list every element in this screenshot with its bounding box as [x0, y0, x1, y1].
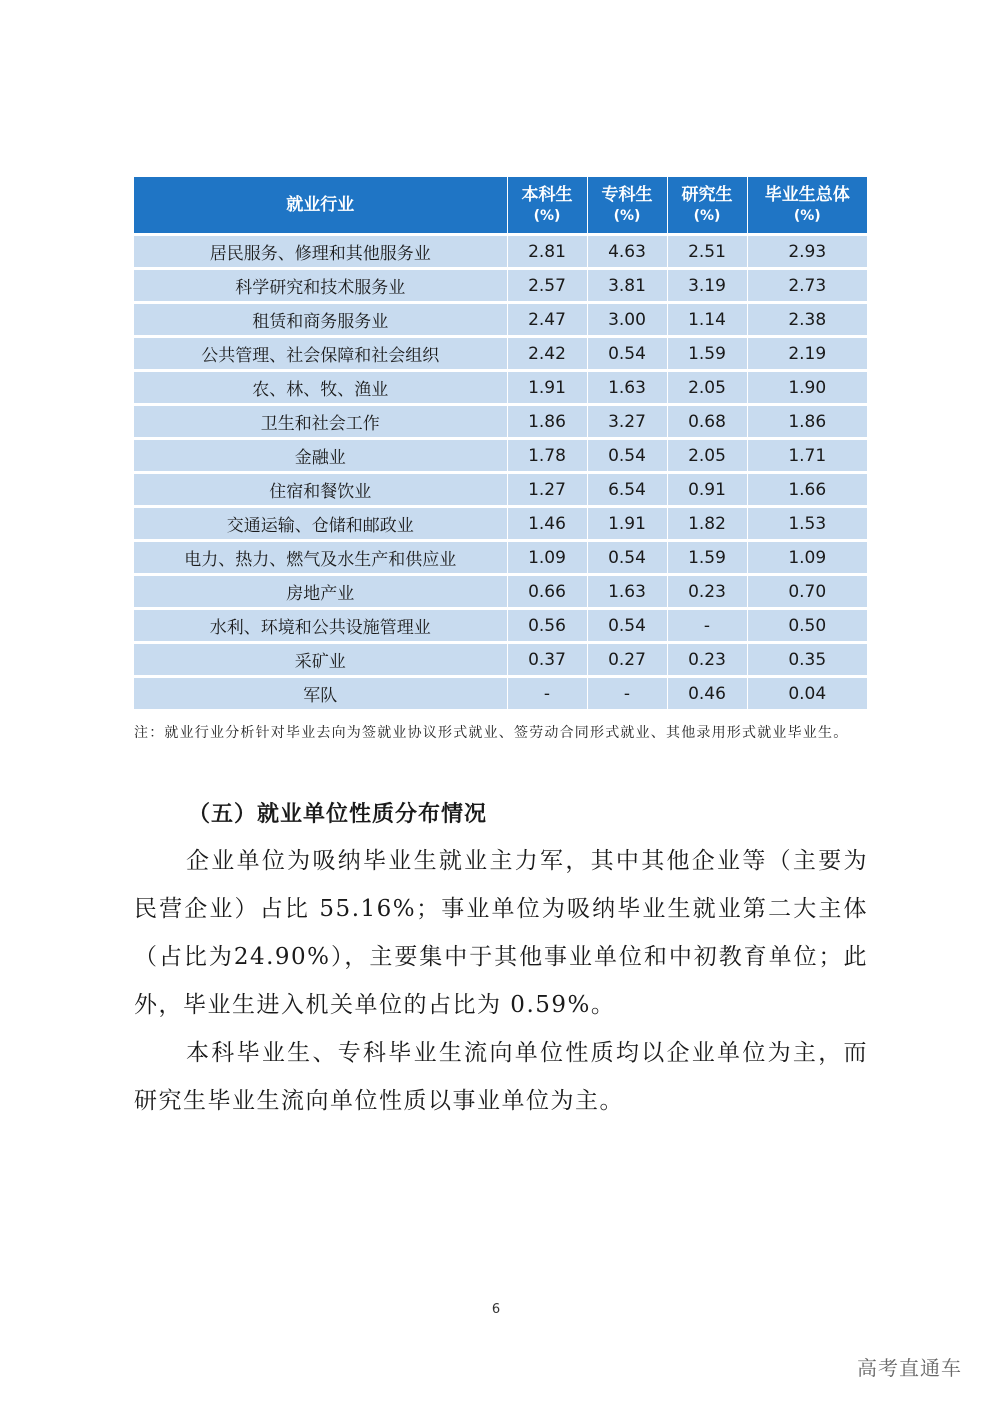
- table-row: [134, 609, 867, 643]
- percentage-cell: 0.50: [747, 609, 867, 643]
- header-industry: [134, 177, 507, 235]
- industry-name-cell: 金融业: [134, 439, 507, 473]
- header-label: 毕业生总体: [764, 185, 850, 205]
- percentage-cell: 1.86: [747, 405, 867, 439]
- header-unit: (%): [613, 208, 641, 224]
- percentage-cell: 3.81: [587, 269, 667, 303]
- header-junior-college: [587, 177, 667, 235]
- percentage-cell: 0.54: [587, 609, 667, 643]
- percentage-cell: 0.54: [587, 439, 667, 473]
- industry-name-cell: 军队: [134, 677, 507, 710]
- table-header-row: [134, 177, 867, 235]
- percentage-cell: 1.91: [587, 507, 667, 541]
- table-row: [134, 473, 867, 507]
- table-row: [134, 507, 867, 541]
- header-overall: [747, 177, 867, 235]
- table-note: 注：就业行业分析针对毕业去向为签就业协议形式就业、签劳动合同形式就业、其他录用形式就业毕业生。: [134, 725, 849, 741]
- table-row: [134, 269, 867, 303]
- header-label: 研究生: [681, 185, 733, 205]
- percentage-cell: 1.82: [667, 507, 747, 541]
- table-row: [134, 337, 867, 371]
- percentage-cell: 1.71: [747, 439, 867, 473]
- page-number: 6: [491, 1302, 501, 1317]
- percentage-cell: 1.14: [667, 303, 747, 337]
- percentage-cell: 0.46: [667, 677, 747, 710]
- percentage-cell: 0.37: [507, 643, 587, 677]
- header-undergraduate: [507, 177, 587, 235]
- percentage-cell: 1.59: [667, 541, 747, 575]
- industry-name-cell: 科学研究和技术服务业: [134, 269, 507, 303]
- industry-name-cell: 房地产业: [134, 575, 507, 609]
- industry-name-cell: 居民服务、修理和其他服务业: [134, 235, 507, 269]
- percentage-cell: 1.63: [587, 575, 667, 609]
- industry-name-cell: 水利、环境和公共设施管理业: [134, 609, 507, 643]
- header-unit: (%): [533, 208, 561, 224]
- percentage-cell: 0.27: [587, 643, 667, 677]
- percentage-cell: 1.91: [507, 371, 587, 405]
- body-paragraph: 本科毕业生、专科毕业生流向单位性质均以企业单位为主，而研究生毕业生流向单位性质以事业单位为主。: [134, 1040, 868, 1114]
- table-row: [134, 643, 867, 677]
- table-row: [134, 677, 867, 710]
- header-postgraduate: [667, 177, 747, 235]
- percentage-cell: 2.05: [667, 439, 747, 473]
- table-body: [134, 235, 867, 710]
- percentage-cell: 6.54: [587, 473, 667, 507]
- table-row: [134, 439, 867, 473]
- percentage-cell: 0.04: [747, 677, 867, 710]
- percentage-cell: 0.35: [747, 643, 867, 677]
- percentage-cell: 2.05: [667, 371, 747, 405]
- percentage-cell: 3.27: [587, 405, 667, 439]
- body-paragraph: 企业单位为吸纳毕业生就业主力军，其中其他企业等（主要为民营企业）占比 55.16%；事业单位为吸纳毕业生就业第二大主体（占比为24.90%），主要集中于其他事业单位和中初教育单位；此外，毕业生进入机关单位的占比为 0.59%。: [134, 848, 868, 1018]
- header-label: 本科生: [521, 185, 573, 205]
- percentage-cell: 1.86: [507, 405, 587, 439]
- percentage-cell: 0.54: [587, 337, 667, 371]
- percentage-cell: 0.56: [507, 609, 587, 643]
- industry-name-cell: 电力、热力、燃气及水生产和供应业: [134, 541, 507, 575]
- percentage-cell: 1.63: [587, 371, 667, 405]
- percentage-cell: 1.53: [747, 507, 867, 541]
- industry-table: [134, 177, 867, 709]
- industry-name-cell: 公共管理、社会保障和社会组织: [134, 337, 507, 371]
- industry-name-cell: 交通运输、仓储和邮政业: [134, 507, 507, 541]
- percentage-cell: 3.19: [667, 269, 747, 303]
- percentage-cell: 2.81: [507, 235, 587, 269]
- percentage-cell: 2.93: [747, 235, 867, 269]
- watermark: 高考直通车: [857, 1356, 962, 1380]
- header-label: 就业行业: [286, 195, 355, 215]
- percentage-cell: 1.66: [747, 473, 867, 507]
- industry-name-cell: 采矿业: [134, 643, 507, 677]
- percentage-cell: 1.09: [747, 541, 867, 575]
- industry-name-cell: 农、林、牧、渔业: [134, 371, 507, 405]
- percentage-cell: 4.63: [587, 235, 667, 269]
- table-row: [134, 405, 867, 439]
- percentage-cell: 1.09: [507, 541, 587, 575]
- percentage-cell: 2.57: [507, 269, 587, 303]
- percentage-cell: 0.66: [507, 575, 587, 609]
- percentage-cell: 1.27: [507, 473, 587, 507]
- percentage-cell: 1.46: [507, 507, 587, 541]
- percentage-cell: 1.59: [667, 337, 747, 371]
- table-row: [134, 235, 867, 269]
- industry-table-container: [134, 177, 867, 709]
- percentage-cell: 0.70: [747, 575, 867, 609]
- percentage-cell: 1.90: [747, 371, 867, 405]
- percentage-cell: 0.23: [667, 575, 747, 609]
- table-row: [134, 371, 867, 405]
- percentage-cell: -: [587, 677, 667, 710]
- header-label: 专科生: [601, 185, 653, 205]
- percentage-cell: 0.54: [587, 541, 667, 575]
- percentage-cell: 0.91: [667, 473, 747, 507]
- percentage-cell: 0.23: [667, 643, 747, 677]
- table-row: [134, 303, 867, 337]
- industry-name-cell: 住宿和餐饮业: [134, 473, 507, 507]
- industry-name-cell: 租赁和商务服务业: [134, 303, 507, 337]
- table-row: [134, 575, 867, 609]
- header-unit: (%): [693, 208, 721, 224]
- percentage-cell: 0.68: [667, 405, 747, 439]
- percentage-cell: 3.00: [587, 303, 667, 337]
- percentage-cell: -: [507, 677, 587, 710]
- header-unit: (%): [793, 208, 821, 224]
- percentage-cell: 2.38: [747, 303, 867, 337]
- percentage-cell: 2.42: [507, 337, 587, 371]
- percentage-cell: -: [667, 609, 747, 643]
- percentage-cell: 1.78: [507, 439, 587, 473]
- percentage-cell: 2.19: [747, 337, 867, 371]
- percentage-cell: 2.73: [747, 269, 867, 303]
- percentage-cell: 2.47: [507, 303, 587, 337]
- percentage-cell: 2.51: [667, 235, 747, 269]
- table-row: [134, 541, 867, 575]
- industry-name-cell: 卫生和社会工作: [134, 405, 507, 439]
- section-heading: （五）就业单位性质分布情况: [188, 802, 488, 827]
